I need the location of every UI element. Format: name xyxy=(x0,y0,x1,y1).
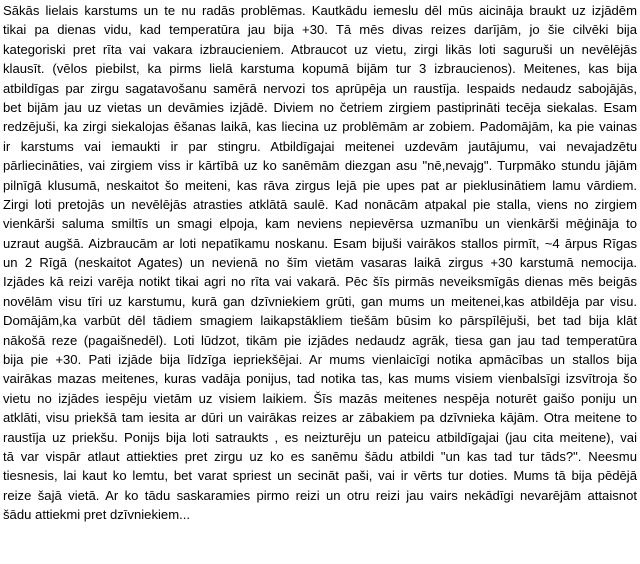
document-body xyxy=(3,1,637,525)
paragraph-line: pilnīgā klusumā, neskaitot šo meiteni, kas rāva zirgus lejā pie upes pat ar pieklusinātiem lamu vārdiem. xyxy=(3,177,637,193)
paragraph-line: klausīt. (vēlos piebilst, ka pirms lielā karstuma kopumā bijām tur 3 izbraucienos). Meitenes, kas bija xyxy=(3,61,637,77)
paragraph-line: un 2 Rīgā (neskaitot Agates) un nevienā no šīm vietām vasaras laikā zirgus +30 karstumā nemocija. xyxy=(3,255,637,271)
paragraph-line: vienkārši saluma smiltīs un smagi elpoja, kam neviens nepievērsa uzmanību un vienkārši mēģināja to xyxy=(3,216,637,232)
paragraph-line: vairākas mazas meitenes, kuras vadāja ponijus, tad notika tas, kas mums visiem vienbalsīgi izsvītroja šo xyxy=(3,371,637,387)
paragraph-line: tā var vispār atlaut attiekties pret zirgu uz ko es sanēmu šādu atbildi "un kas tad tur tāds?". Neesmu xyxy=(3,448,637,464)
paragraph-line: tiesnesis, lai kaut ko lemtu, bet varat spriest un secināt paši, vai ir vērts tur doties. Mums tā bija pēdējā xyxy=(3,468,637,484)
paragraph-line: nākošā reze (pagaišnedēl). Loti lūdzot, tikām pie izjādes nedaudz agrāk, tiesa gan jau tad temperatūra xyxy=(3,332,637,348)
paragraph-line: kategoriski pret rīta vai vakara izbraucieniem. Atbraucot uz vietu, zirgi likās loti saguruši un nevēlējās xyxy=(3,41,637,57)
paragraph-line: uzraut augšā. Aizbraucām ar loti nepatīkamu noskanu. Esam bijuši vairākos stallos pirmīt, ~4 ārpus Rīgas xyxy=(3,235,637,251)
paragraph-line: šādu attiekmi pret dzīvniekiem... xyxy=(3,507,191,523)
paragraph-line: pārliecināties, vai zirgiem viss ir kārtībā uz ko sanēmām diezgan asu "nē,nevajg". Turpmāko stundu jājām xyxy=(3,158,637,174)
paragraph-line: Sākās lielais karstums un te nu radās problēmas. Kautkādu iemeslu dēl mūs aicināja braukt uz izjādēm xyxy=(3,3,637,18)
paragraph-line: atklāti, visu priekšā tam iesita ar dūri un vairākas reizes ar zābakiem pa dzīvnieka kājām. Otra meitene to xyxy=(3,410,637,426)
paragraph-line: raustīja uz priekšu. Ponijs bija loti satraukts , es neizturēju un pateicu atbildīgajai (jau cita meitene), vai xyxy=(3,429,637,445)
paragraph-line: vietu no izjādes iespēju vietām uz visiem laikiem. Šīs mazās meitenes nespēja noturēt gaišo poniju un xyxy=(3,390,637,406)
paragraph-line: atbildīgas par zirgu sagatavošanu samērā nervozi tos aprūpēja un raustīja. Iespaids nedaudz sabojājās, xyxy=(3,80,637,96)
paragraph-line: tikai pa dienas vidu, kad temperatūra jau bija +30. Tā mēs divas reizes darījām, jo šie cilvēki bija xyxy=(3,22,637,38)
paragraph-line: Zirgi loti pretojās un nevēlējās atrasties atklātā saulē. Kad nonācām atpakal pie stalla, viens no zirgiem xyxy=(3,196,637,212)
paragraph-line: reize šajā vietā. Ar ko tādu saskaramies pirmo reizi un otru reizi jau vairs nekādīgi nevarējām attaisnot xyxy=(3,487,637,503)
paragraph-line: bija pie +30. Pati izjāde bija līdzīga iepriekšējai. Ar mums vienlaicīgi notika apmācības un stallos bija xyxy=(3,352,637,368)
paragraph-line: novēlām visu tīri uz karstumu, kurā gan dzīvniekiem grūti, gan mums un meitenei,kas atbildēja par visu. xyxy=(3,293,637,309)
paragraph-line: ir karstums vai iemaukti ir par stingru. Atbildīgajai meitenei uzdevām jautājumu, vai nevajadzētu xyxy=(3,138,637,154)
paragraph-line: bet bijām jau uz vietas un devāmies izjādē. Diviem no četriem zirgiem pastiprināti tecēja siekalas. Esam xyxy=(3,99,637,115)
paragraph-line: Domājām,ka varbūt dēl tādiem smagiem laikapstākliem tiešām būsim ko pārspīlējuši, bet tad bija klāt xyxy=(3,313,637,329)
paragraph-line: Izjādes kā reizi varēja notikt tikai agri no rīta vai vakarā. Pēc šīs pirmās neveiksmīgās dienas mēs beigās xyxy=(3,274,637,290)
paragraph-line: redzējuši, ka zirgi siekalojas ēšanas laikā, kas liecina uz problēmām ar zobiem. Padomājām, ka pie vainas xyxy=(3,119,637,135)
